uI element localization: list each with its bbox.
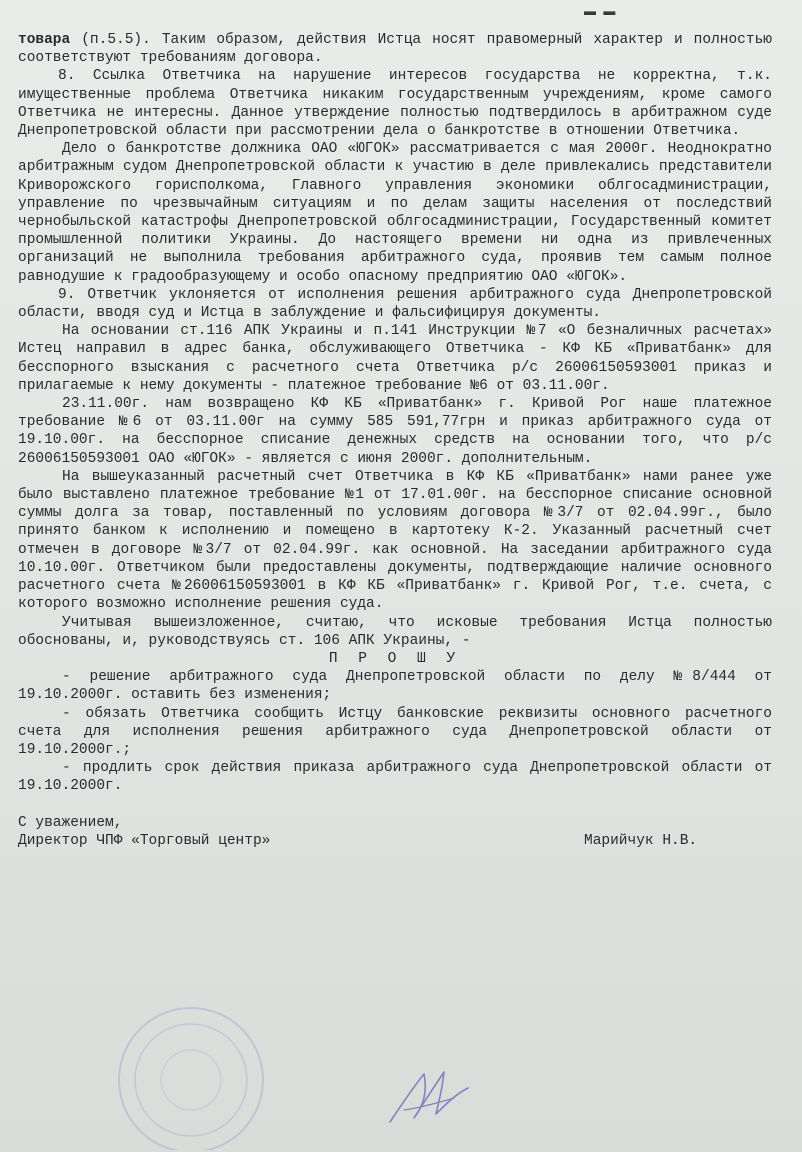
request-item-3: - продлить срок действия приказа арбитражного суда Днепропетровской области от 19.10.2000г.: [18, 760, 772, 795]
request-heading: П Р О Ш У: [328, 650, 462, 667]
signer-title: Директор ЧПФ «Торговый центр»: [18, 832, 271, 849]
signature-icon: [384, 1064, 474, 1130]
request-item-2: - обязать Ответчика сообщить Истцу банковские реквизиты основного расчетного счета для исполнения решения арбитражного суда Днепропетровской области от 19.10.2000г.;: [18, 705, 772, 758]
paragraph-conclusion: Учитывая вышеизложенное, считаю, что исковые требования Истца полностью обоснованы, и, руководствуясь ст. 106 АПК Украины, -: [18, 614, 772, 649]
paragraph-item-9: 9. Ответчик уклоняется от исполнения решения арбитражного суда Днепропетровской области, вводя суд и Истца в заблуждение и фальсифицируя документы.: [18, 286, 772, 322]
paragraph-account: На вышеуказанный расчетный счет Ответчика в КФ КБ «Приватбанк» нами ранее уже было выставлено платежное требование №1 от 17.01.00г. на бесспорное списание основной суммы долга за товар, поставленный по условиям договора №3/7 от 02.04.99г., было принято банком к исполнению и помещено в картотеку К-2. Указанный расчетный счет отмечен в договоре №3/7 от 02.04.99г. как основной. На заседании арбитражного суда 10.10.00г. Ответчиком были предоставлены документы, подтверждающие наличие основного расчетного счета №26006150593001 в КФ КБ «Приватбанк» г. Кривой Рог, т.е. счета, с которого возможно исполнение решения суда.: [18, 468, 772, 613]
paragraph-bankruptcy: Дело о банкротстве должника ОАО «ЮГОК» рассматривается с мая 2000г. Неоднократно арбитражным судом Днепропетровской области к участию в деле привлекались представители Криворожского горисполкома, Главного управления экономики облгосадминистрации, управление по чрезвычайным ситуациям и по делам защиты населения от последствий чернобыльской катастрофы Днепропетровской облгосадминистрации, Государственный комитет промышленной политики Украины. До настоящего времени ни одна из привлеченных организаций не выполнила требования арбитражного суда, проявив тем самым полное равнодушие к градообразующему и особо опасному предприятию ОАО «ЮГОК».: [18, 141, 772, 285]
paragraph-0-bold-word: товара: [18, 32, 71, 48]
signer-name: Марийчук Н.В.: [584, 832, 698, 849]
closing-line: С уважением,: [18, 814, 123, 831]
paragraph-0-text: (п.5.5). Таким образом, действия Истца носят правомерный характер и полностью соответствуют требованиям договора.: [18, 32, 772, 67]
top-edge-mark: ▬ ▬: [584, 4, 618, 18]
paragraph-basis: На основании ст.116 АПК Украины и п.141 Инструкции №7 «О безналичных расчетах» Истец направил в адрес банка, обслуживающего Ответчика - КФ КБ «Приватбанк» для бесспорного взыскания с расчетного счета Ответчика р/с 26006150593001 приказ и прилагаемые к нему документы - платежное требование №6 от 03.11.00г.: [18, 323, 772, 394]
signature-line: [18, 832, 772, 852]
paragraph-0: [18, 31, 772, 67]
paragraph-returned: 23.11.00г. нам возвращено КФ КБ «Приватбанк» г. Кривой Рог наше платежное требование №6 от 03.11.00г на сумму 585 591,77грн и приказ арбитражного суда от 19.10.00г. на бесспорное списание денежных средств на основании того, что р/с 26006150593001 ОАО «ЮГОК» - является с июня 2000г. дополнительным.: [18, 396, 772, 467]
request-item-1: - решение арбитражного суда Днепропетровской области по делу №8/444 от 19.10.2000г. оставить без изменения;: [18, 669, 772, 704]
round-stamp-icon: [96, 1000, 286, 1150]
letter-body: [18, 31, 772, 852]
paragraph-item-8: 8. Ссылка Ответчика на нарушение интересов государства не корректна, т.к. имущественные проблема Ответчика никаким государственным учреждениям, кроме самого Ответчика не интересны. Данное утверждение полностью подтвердилось в арбитражном суде Днепропетровской области при рассмотрении дела о банкротстве в отношении Ответчика.: [18, 68, 772, 140]
